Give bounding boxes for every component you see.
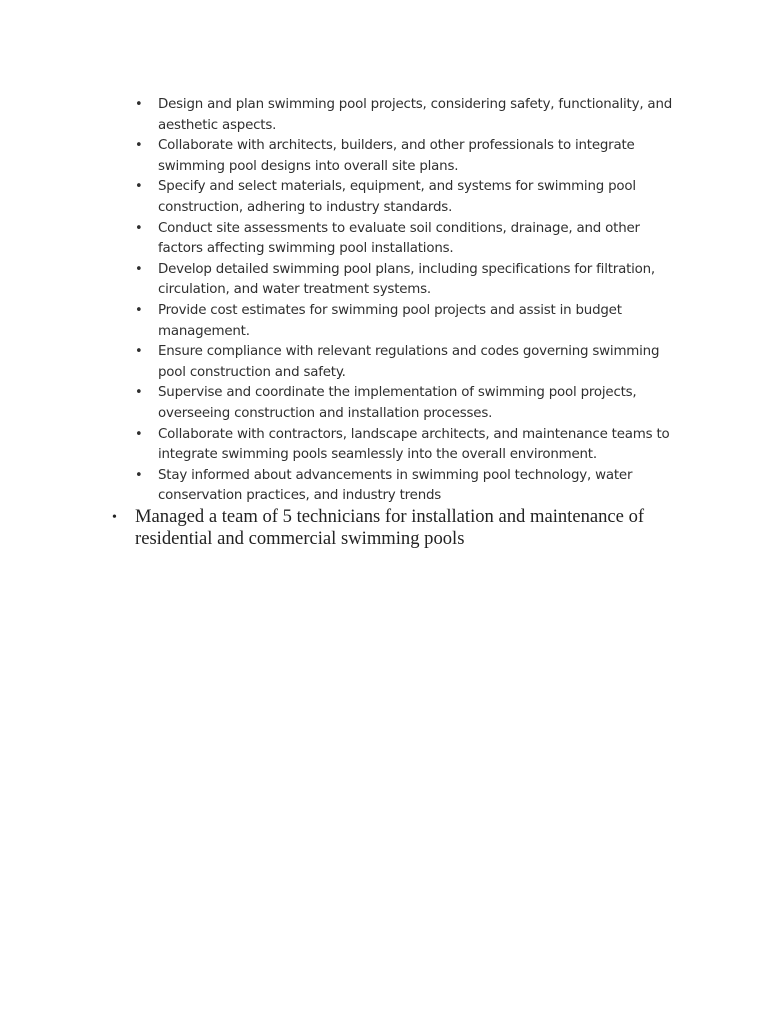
list-item-text: Collaborate with architects, builders, and other professionals to integrate swimming pool designs into overall site plans.: [158, 138, 635, 174]
bullet-icon: •: [135, 138, 143, 154]
bullet-icon: •: [135, 385, 143, 401]
bullet-icon: •: [135, 467, 143, 483]
list-item-text: Specify and select materials, equipment, and systems for swimming pool construction, adhering to industry standards.: [158, 179, 636, 215]
list-item: [135, 425, 680, 466]
list-item: [135, 466, 680, 507]
bullet-icon: •: [135, 344, 143, 360]
achievements-list: [112, 506, 672, 550]
list-item-text: Develop detailed swimming pool plans, including specifications for filtration, circulation, and water treatment systems.: [158, 261, 655, 298]
list-item: [135, 177, 680, 218]
list-item: [135, 301, 680, 342]
bullet-icon: •: [135, 426, 143, 442]
list-item-text: Managed a team of 5 technicians for installation and maintenance of residential and commercial swimming pools: [135, 506, 645, 549]
list-item: [135, 219, 680, 260]
list-item-text: Stay informed about advancements in swimming pool technology, water conservation practices, and industry trends: [158, 467, 633, 504]
bullet-icon: •: [135, 220, 143, 236]
list-item: [135, 260, 680, 301]
list-item: [135, 383, 680, 424]
bullet-icon: •: [135, 302, 143, 318]
list-item: [112, 506, 672, 550]
list-item-text: Collaborate with contractors, landscape architects, and maintenance teams to integrate swimming pools seamlessly into the overall environment.: [158, 426, 670, 463]
list-item: [135, 95, 680, 136]
responsibilities-list: [135, 95, 680, 507]
list-item-text: Provide cost estimates for swimming pool projects and assist in budget management.: [158, 302, 622, 339]
list-item-text: Design and plan swimming pool projects, considering safety, functionality, and aesthetic aspects.: [158, 97, 673, 133]
list-item-text: Supervise and coordinate the implementation of swimming pool projects, overseeing construction and installation processes.: [158, 385, 637, 421]
list-item: [135, 136, 680, 177]
bullet-icon: •: [135, 97, 143, 112]
bullet-icon: •: [112, 510, 117, 525]
list-item-text: Conduct site assessments to evaluate soil conditions, drainage, and other factors affecting swimming pool installations.: [158, 220, 640, 257]
list-item: [135, 342, 680, 383]
bullet-icon: •: [135, 261, 143, 277]
bullet-icon: •: [135, 179, 143, 195]
list-item-text: Ensure compliance with relevant regulations and codes governing swimming pool construction and safety.: [158, 344, 660, 380]
